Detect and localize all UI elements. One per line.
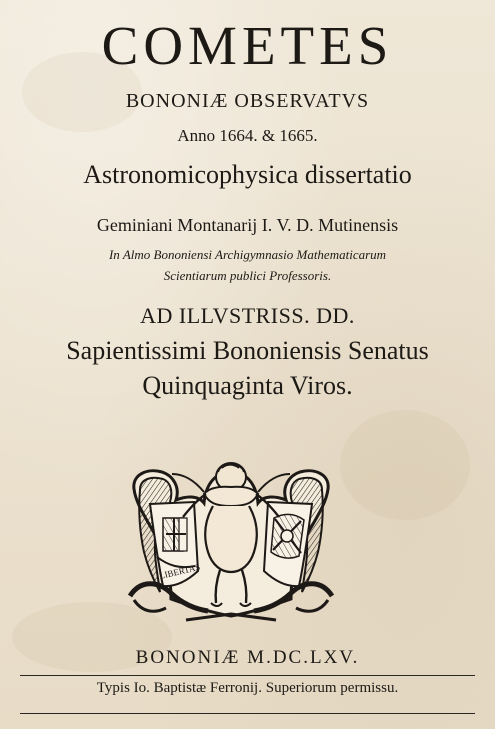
paper-stain bbox=[340, 410, 470, 520]
subtitle-line: BONONIÆ OBSERVATVS bbox=[125, 90, 370, 112]
putto-shield-emblem-icon bbox=[116, 454, 346, 626]
affiliation-line-2: Scientiarum publici Professoris. bbox=[163, 268, 332, 283]
year-line: Anno 1664. & 1665. bbox=[177, 126, 318, 145]
dedication-line-1: AD ILLVSTRISS. DD. bbox=[140, 303, 355, 328]
imprint-divider bbox=[20, 675, 475, 676]
imprint-place-date: BONONIÆ M.DC.LXV. bbox=[135, 647, 360, 668]
svg-text:LIBERTAS: LIBERTAS bbox=[158, 561, 202, 581]
author-line: Geminiani Montanarij I. V. D. Mutinensis bbox=[96, 215, 399, 235]
imprint-details: Typis Io. Baptistæ Ferronij. Superiorum permissu. bbox=[96, 680, 399, 696]
dissertation-line: Astronomicophysica dissertatio bbox=[83, 160, 412, 189]
dedication-line-2: Sapientissimi Bononiensis Senatus bbox=[66, 336, 429, 365]
bottom-border bbox=[20, 713, 475, 714]
affiliation-line-1: In Almo Bononiensi Archigymnasio Mathematicarum bbox=[108, 247, 387, 262]
book-title: COMETES bbox=[101, 15, 394, 76]
dedication-line-3: Quinquaginta Viros. bbox=[142, 371, 353, 400]
